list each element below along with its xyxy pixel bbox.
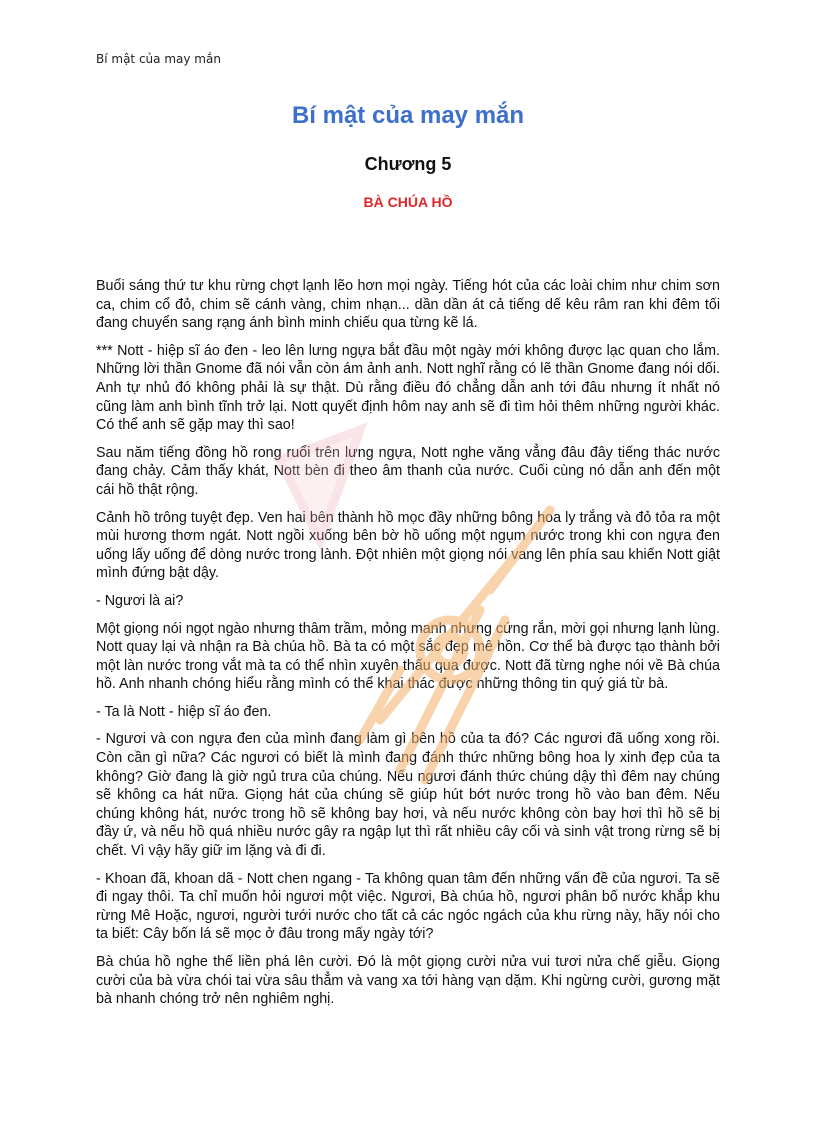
paragraph: Bà chúa hồ nghe thế liền phá lên cười. Đó là một giọng cười nửa vui tươi nửa chế giễu. Giọng cười của bà vừa chói tai vừa sâu thẳm và vang xa tới hàng vạn dặm. Khi ngừng cười, gương mặt bà nhanh chóng trở nên nghiêm nghị. xyxy=(96,954,720,1008)
chapter-number: Chương 5 xyxy=(364,154,452,174)
paragraph: - Khoan đã, khoan dã - Nott chen ngang - Ta không quan tâm đến những vấn đề của ngươi. Ta sẽ đi ngay thôi. Ta chỉ muốn hỏi ngươi một việc. Ngươi, Bà chúa hồ, ngươi phân bố nước khắp khu rừng Mê Hoặc, ngươi, người tưới nước cho tất cả các ngóc ngách của khu rừng này, hãy nói cho ta biết: Cây bốn lá sẽ mọc ở đâu trong mấy ngày tới? xyxy=(96,870,720,943)
chapter-title: BÀ CHÚA HỒ xyxy=(363,194,453,210)
story-body xyxy=(96,277,720,1018)
paragraph: Cảnh hồ trông tuyệt đẹp. Ven hai bên thành hồ mọc đầy những bông hoa ly trắng và đỏ tỏa ra một mùi hương thơm ngát. Nott ngồi xuống bên bờ hồ uống một ngụm nước trong khi con ngựa đen uống lấy uống để dòng nước trong lành. Đột nhiên một giọng nói vang lên phía sau khiến Nott giật mình đứng bật dậy. xyxy=(96,509,720,582)
paragraph: *** Nott - hiệp sĩ áo đen - leo lên lưng ngựa bắt đầu một ngày mới không được lạc quan cho lắm. Những lời thần Gnome đã nói vẫn còn ám ảnh anh. Nott nghĩ rằng có lẽ thần Gnome đang nói dối. Anh tự nhủ đó không phải là sự thật. Dù rằng điều đó chẳng dẫn anh tới đâu nhưng ít nhất nó cũng làm anh bình tĩnh trở lại. Nott quyết định hôm nay anh sẽ đi tìm hỏi thêm những người khác. Có thể anh sẽ gặp may thì sao! xyxy=(96,342,720,434)
paragraph: Một giọng nói ngọt ngào nhưng thâm trầm, mỏng manh nhưng cứng rắn, mời gọi nhưng lạnh lùng. Nott quay lại và nhận ra Bà chúa hồ. Bà ta có một sắc đẹp mê hồn. Cơ thể bà được tạo thành bởi một làn nước trong vắt mà ta có thể nhìn xuyên thấu qua được. Nott đã từng nghe nói về Bà chúa hồ. Anh nhanh chóng hiểu rằng mình có thể khai thác được những thông tin quý giá từ bà. xyxy=(96,620,720,693)
running-header: Bí mật của may mắn xyxy=(96,52,221,66)
paragraph: - Ngươi là ai? xyxy=(96,592,184,609)
paragraph: Buổi sáng thứ tư khu rừng chợt lạnh lẽo hơn mọi ngày. Tiếng hót của các loài chim như chim sơn ca, chim cổ đỏ, chim sẽ cánh vàng, chim nhạn... dần dần át cả tiếng dế kêu râm ran khi đêm tối đang chuyển sang rạng ánh bình minh chiếu qua từng kẽ lá. xyxy=(96,278,720,332)
paragraph: Sau năm tiếng đồng hồ rong ruổi trên lưng ngựa, Nott nghe văng vẳng đâu đây tiếng thác nước đang chảy. Cảm thấy khát, Nott bèn đi theo âm thanh của nước. Cuối cùng nó dẫn anh đến một cái hồ thật rộng. xyxy=(96,444,720,498)
page-title: Bí mật của may mắn xyxy=(291,102,525,129)
paragraph: - Ngươi và con ngựa đen của mình đang làm gì bên hồ của ta đó? Các ngươi đã uống xong rồi. Còn cần gì nữa? Các ngươi có biết là mình đang đánh thức những bông hoa ly xinh đẹp của ta không? Giờ đang là giờ ngủ trưa của chúng. Nếu ngươi đánh thức chúng dậy thì đêm nay chúng sẽ không ca hát nữa. Giọng hát của chúng sẽ giúp hút bớt nước trong hồ vào ban đêm. Nếu chúng không hát, nước trong hồ sẽ không bay hơi, và nếu nước không còn bay hơi thì hồ sẽ bị đầy ứ, và nếu hồ quá nhiều nước gây ra ngập lụt thì rất nhiều cây cối và sinh vật trong rừng sẽ bị chết. Vì vậy hãy giữ im lặng và đi đi. xyxy=(96,731,720,860)
paragraph: - Ta là Nott - hiệp sĩ áo đen. xyxy=(96,703,272,720)
